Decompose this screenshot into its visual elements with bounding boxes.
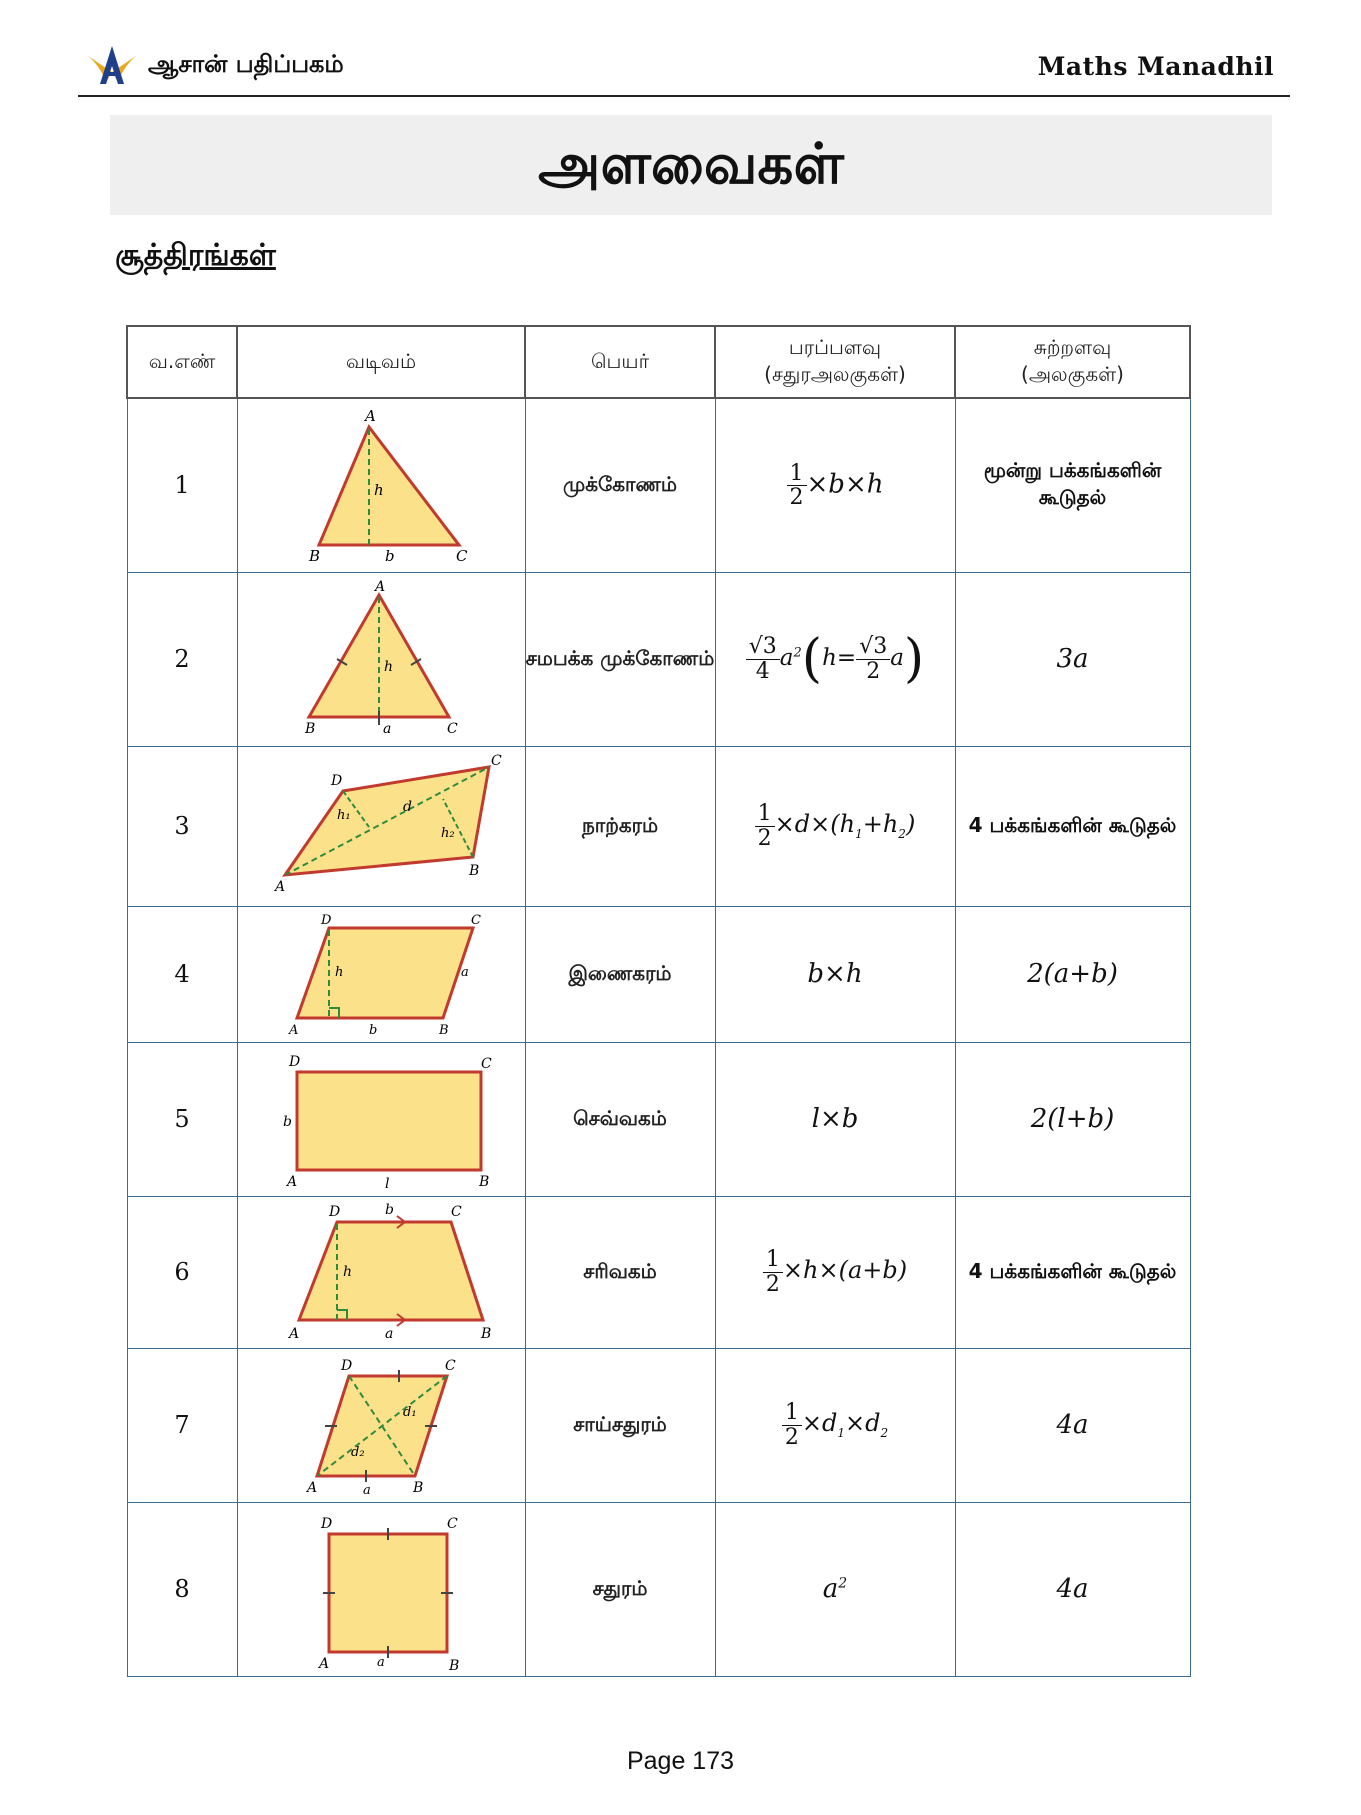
- svg-text:D: D: [341, 1358, 353, 1374]
- brand-name: Maths Manadhil: [1037, 52, 1274, 81]
- svg-text:a: a: [377, 1655, 385, 1670]
- svg-text:A: A: [319, 1656, 330, 1672]
- perimeter-formula: 4 பக்கங்களின் கூடுதல்: [955, 1196, 1190, 1348]
- svg-text:B: B: [449, 1658, 460, 1672]
- shape-name: சாய்சதுரம்: [525, 1348, 715, 1502]
- area-formula: $\frac{1}{2}$ ×h×(a+b): [715, 1196, 955, 1348]
- square-figure: [251, 1506, 511, 1672]
- svg-text:a: a: [383, 721, 392, 737]
- triangle-figure: [251, 405, 511, 565]
- shape-cell: [237, 746, 525, 906]
- svg-text:C: C: [471, 913, 481, 928]
- row-number: 5: [127, 1042, 237, 1196]
- svg-text:h: h: [374, 481, 384, 500]
- svg-text:b: b: [385, 547, 395, 566]
- area-formula: l×b: [715, 1042, 955, 1196]
- perimeter-formula: 4a: [955, 1502, 1190, 1676]
- rhombus-figure: [251, 1352, 511, 1498]
- publisher-logo-icon: [86, 42, 138, 90]
- svg-text:C: C: [491, 753, 502, 769]
- col-header-area-unit: (சதுரஅலகுகள்): [764, 362, 906, 386]
- svg-text:D: D: [289, 1054, 301, 1070]
- parallelogram-figure: [251, 910, 511, 1038]
- svg-text:C: C: [447, 721, 458, 737]
- equilateral-triangle-figure: [251, 579, 511, 739]
- svg-text:a: a: [461, 965, 469, 980]
- col-header-area: [715, 326, 955, 398]
- table-row: [127, 398, 1190, 572]
- svg-text:B: B: [413, 1480, 424, 1496]
- table-row: [127, 1348, 1190, 1502]
- row-number: 7: [127, 1348, 237, 1502]
- svg-text:d: d: [403, 799, 412, 815]
- row-number: 3: [127, 746, 237, 906]
- quadrilateral-figure: [251, 751, 511, 901]
- svg-text:A: A: [365, 407, 376, 426]
- svg-text:h: h: [384, 659, 394, 675]
- col-header-serial: வ.எண்: [127, 326, 237, 398]
- area-formula: $\frac{1}{2}$ ×b×h: [715, 398, 955, 572]
- svg-text:D: D: [329, 1204, 341, 1220]
- svg-text:B: B: [481, 1326, 492, 1342]
- shape-cell: [237, 1196, 525, 1348]
- shape-name: நாற்கரம்: [525, 746, 715, 906]
- svg-text:D: D: [331, 773, 343, 789]
- row-number: 6: [127, 1196, 237, 1348]
- table-row: [127, 906, 1190, 1042]
- shape-name: சரிவகம்: [525, 1196, 715, 1348]
- svg-text:C: C: [481, 1056, 492, 1072]
- svg-text:A: A: [289, 1023, 299, 1038]
- table-row: [127, 1502, 1190, 1676]
- area-formula: $a^2$: [715, 1502, 955, 1676]
- publisher-name: ஆசான் பதிப்பகம்: [148, 50, 344, 78]
- area-formula: $\frac{1}{2}$ $\times d\times(h_1+h_2)$: [715, 746, 955, 906]
- table-header-row: [127, 326, 1190, 398]
- area-formula: $\frac{1}{2}$ $\times d_1\times d_2$: [715, 1348, 955, 1502]
- perimeter-formula: 2(l+b): [955, 1042, 1190, 1196]
- perimeter-formula: 2(a+b): [955, 906, 1190, 1042]
- svg-text:B: B: [479, 1174, 490, 1190]
- svg-text:A: A: [289, 1326, 300, 1342]
- svg-text:B: B: [469, 863, 480, 879]
- svg-text:h₁: h₁: [337, 808, 351, 823]
- svg-text:D: D: [321, 1516, 333, 1532]
- svg-text:C: C: [451, 1204, 462, 1220]
- header-divider: [78, 95, 1290, 97]
- shape-name: செவ்வகம்: [525, 1042, 715, 1196]
- col-header-perimeter-unit: (அலகுகள்): [1021, 362, 1124, 386]
- svg-text:C: C: [447, 1516, 458, 1532]
- perimeter-formula: மூன்று பக்கங்களின் கூடுதல்: [955, 398, 1190, 572]
- row-number: 8: [127, 1502, 237, 1676]
- col-header-perimeter-label: சுற்றளவு: [1033, 335, 1112, 359]
- perimeter-formula: 4 பக்கங்களின் கூடுதல்: [955, 746, 1190, 906]
- shape-cell: [237, 572, 525, 746]
- table-row: [127, 572, 1190, 746]
- svg-text:a: a: [385, 1326, 394, 1342]
- area-formula: $\frac{√3}{4}$ $a^2(h=$ $\frac{√3}{2}$ a): [715, 572, 955, 746]
- col-header-shape: வடிவம்: [237, 326, 525, 398]
- svg-text:d₂: d₂: [351, 1445, 365, 1460]
- shape-name: சதுரம்: [525, 1502, 715, 1676]
- shape-cell: [237, 1348, 525, 1502]
- svg-text:b: b: [283, 1114, 292, 1130]
- page-number: Page 173: [626, 1747, 735, 1775]
- col-header-name: பெயர்: [525, 326, 715, 398]
- svg-text:B: B: [309, 547, 321, 566]
- row-number: 1: [127, 398, 237, 572]
- svg-text:a: a: [363, 1483, 371, 1498]
- page-title: அளவைகள்: [538, 132, 844, 197]
- svg-text:d₁: d₁: [403, 1405, 417, 1420]
- shape-cell: [237, 906, 525, 1042]
- col-header-area-label: பரப்பளவு: [788, 335, 882, 359]
- perimeter-formula: 3a: [955, 572, 1190, 746]
- svg-text:C: C: [445, 1358, 456, 1374]
- table-row: [127, 1042, 1190, 1196]
- svg-text:l: l: [385, 1176, 390, 1192]
- formulas-table: [126, 325, 1191, 1677]
- svg-text:h: h: [335, 965, 344, 980]
- table-row: [127, 1196, 1190, 1348]
- shape-name: முக்கோணம்: [525, 398, 715, 572]
- svg-text:A: A: [375, 579, 386, 595]
- shape-cell: [237, 398, 525, 572]
- svg-text:B: B: [439, 1023, 449, 1038]
- shape-name: இணைகரம்: [525, 906, 715, 1042]
- area-formula: b×h: [715, 906, 955, 1042]
- row-number: 2: [127, 572, 237, 746]
- section-heading: சூத்திரங்கள்: [115, 238, 276, 273]
- shape-name: சமபக்க முக்கோணம்: [525, 572, 715, 746]
- table-row: [127, 746, 1190, 906]
- col-header-perimeter: [955, 326, 1190, 398]
- shape-cell: [237, 1042, 525, 1196]
- perimeter-formula: 4a: [955, 1348, 1190, 1502]
- page-header: [78, 38, 1290, 96]
- svg-text:h: h: [343, 1264, 353, 1280]
- svg-text:D: D: [321, 913, 332, 928]
- rectangle-figure: [251, 1046, 511, 1192]
- title-band: [110, 115, 1272, 215]
- svg-text:A: A: [307, 1480, 318, 1496]
- svg-text:B: B: [305, 721, 316, 737]
- svg-text:b: b: [385, 1202, 394, 1218]
- svg-text:A: A: [275, 879, 286, 895]
- svg-text:h₂: h₂: [441, 826, 455, 841]
- svg-text:b: b: [369, 1023, 378, 1038]
- svg-text:C: C: [456, 547, 468, 566]
- row-number: 4: [127, 906, 237, 1042]
- shape-cell: [237, 1502, 525, 1676]
- svg-text:A: A: [287, 1174, 298, 1190]
- trapezium-figure: [251, 1200, 511, 1344]
